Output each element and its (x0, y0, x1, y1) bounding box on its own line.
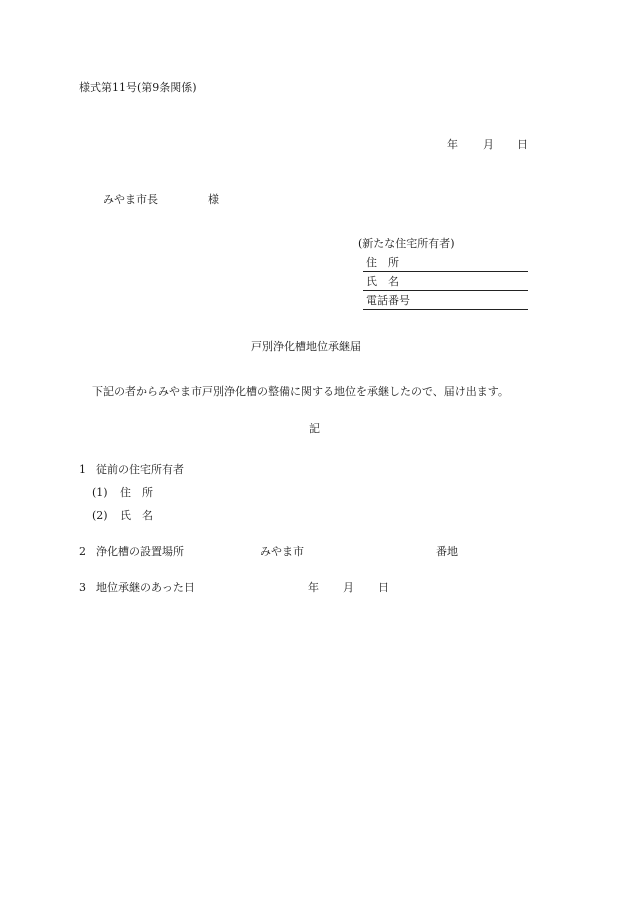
form-number: 様式第11号(第9条関係) (79, 81, 197, 94)
addressee-name: みやま市長 (103, 193, 158, 206)
date-month: 月 (483, 138, 494, 151)
item1-sub1-number: (1) (92, 486, 108, 499)
body-text: 下記の者からみやま市戸別浄化槽の整備に関する地位を承継したので、届け出ます。 (92, 385, 509, 398)
item2-label: 浄化槽の設置場所 (96, 545, 184, 558)
applicant-phone-label: 電話番号 (366, 294, 410, 307)
item3-year: 年 (308, 581, 319, 594)
ki-heading: 記 (309, 422, 320, 435)
applicant-heading: (新たな住宅所有者) (358, 237, 455, 250)
addressee-honorific: 様 (208, 193, 219, 206)
date-year: 年 (447, 138, 458, 151)
item1-sub1-label: 住 所 (120, 486, 153, 499)
item2-city: みやま市 (260, 545, 304, 558)
item3-label: 地位承継のあった日 (96, 581, 195, 594)
document-title: 戸別浄化槽地位承継届 (251, 340, 361, 353)
item3-month: 月 (343, 581, 354, 594)
applicant-phone-line (363, 309, 528, 310)
item2-number: 2 (79, 545, 86, 558)
date-day: 日 (517, 138, 528, 151)
item1-sub2-number: (2) (92, 509, 108, 522)
item2-suffix: 番地 (436, 545, 458, 558)
applicant-address-line (363, 271, 528, 272)
item1-number: 1 (79, 463, 86, 476)
applicant-address-label: 住 所 (366, 256, 399, 269)
item1-sub2-label: 氏 名 (120, 509, 153, 522)
item3-day: 日 (378, 581, 389, 594)
item3-number: 3 (79, 581, 86, 594)
applicant-name-label: 氏 名 (366, 275, 399, 288)
applicant-name-line (363, 290, 528, 291)
item1-label: 従前の住宅所有者 (96, 463, 184, 476)
